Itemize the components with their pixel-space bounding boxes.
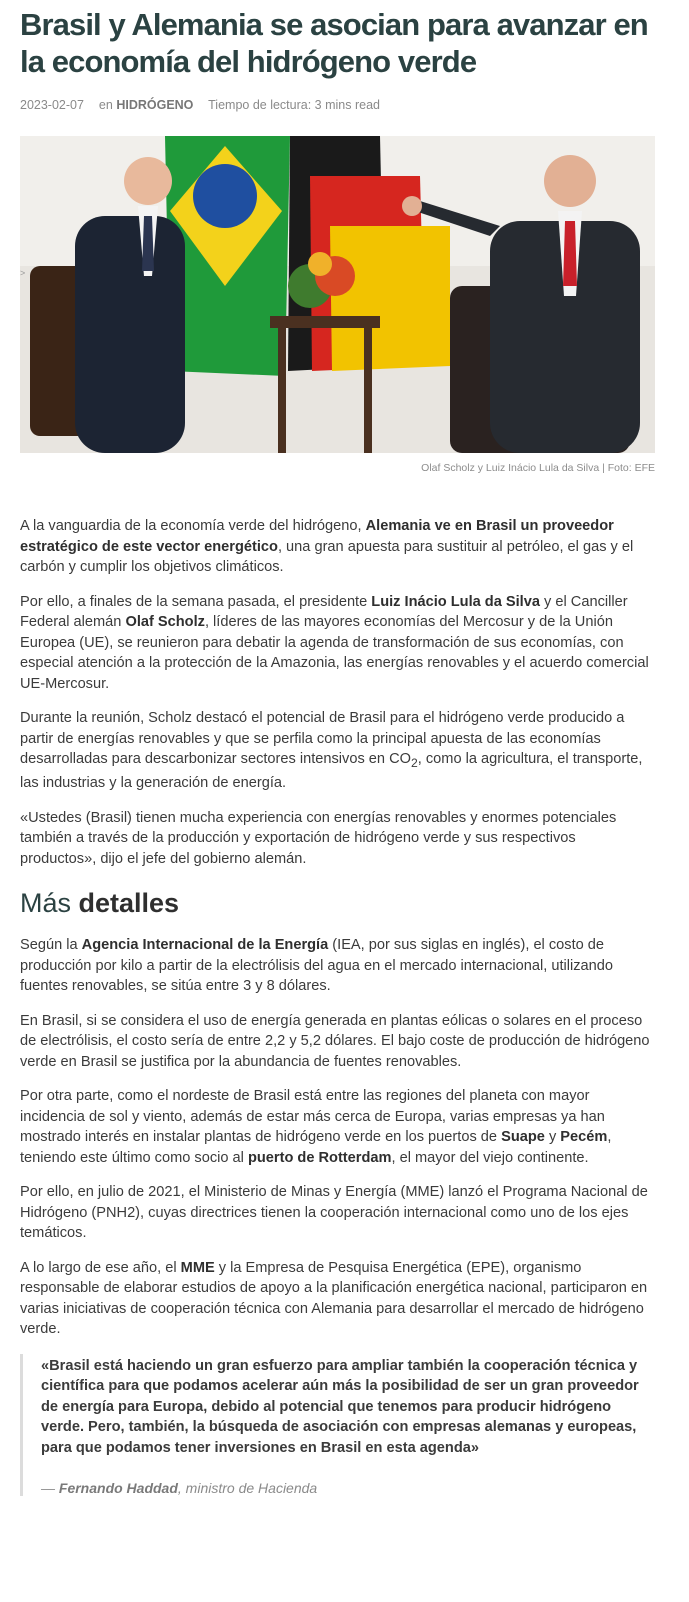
section-title: Más detalles bbox=[20, 888, 180, 919]
paragraph-1: A la vanguardia de la economía verde del hidrógeno, Alemania ve en Brasil un proveedor estratégico de este vector energético, una gran apuesta para sustituir al petróleo, el gas y el carbón y cumplir los objetivos climáticos. bbox=[20, 518, 634, 575]
photo-illustration bbox=[20, 136, 655, 453]
featured-figure bbox=[20, 136, 655, 474]
article-body bbox=[20, 516, 655, 1496]
paragraph-2: Por ello, a finales de la semana pasada, el presidente Luiz Inácio Lula da Silva y el Canciller Federal alemán Olaf Scholz, líderes de las mayores economías del Mercosur y de la Unión Europea (UE), se reunieron para debatir la agenda de transformación de sus economías, con especial atención a la protección de la Amazonia, las energías renovables y el acuerdo comercial UE-Mercosur. bbox=[20, 593, 649, 692]
image-caption: Olaf Scholz y Luiz Inácio Lula da Silva | Foto: EFE bbox=[421, 462, 655, 474]
featured-photo bbox=[20, 136, 655, 453]
article-meta bbox=[20, 98, 655, 114]
paragraph-9: A lo largo de ese año, el MME y la Empresa de Pesquisa Energética (EPE), organismo responsable de elaborar estudios de apoyo a la planificación energética nacional, participaron en varias iniciativas de cooperación técnica con Alemania para desarrollar el mercado de hidrógeno verde. bbox=[20, 1259, 648, 1338]
article-title: Brasil y Alemania se asocian para avanzar en la economía del hidrógeno verde bbox=[20, 7, 648, 79]
quote-text: «Brasil está haciendo un gran esfuerzo para ampliar también la cooperación técnica y científica para que podamos acelerar aún más la posibilidad de ser un gran proveedor de energía para Europa, debido al potencial que tenemos para producir hidrógeno verde. Pero, también, la búsqueda de asociación con empresas alemanas y europeas, para que podamos tener inversiones en Brasil en esta agenda» bbox=[41, 1357, 639, 1456]
publish-date: 2023-02-07 bbox=[20, 98, 84, 112]
paragraph-3: Durante la reunión, Scholz destacó el potencial de Brasil para el hidrógeno verde producido a partir de energías renovables y que se perfila como la principal apuesta de las economías desarrolladas para descarbonizar sectores intensivos en $CO_2$, como la agricultura, el transporte, las industrias y la generación de energía. bbox=[20, 710, 643, 792]
paragraph-4: «Ustedes (Brasil) tienen mucha experiencia con energías renovables y enormes potenciales también a través de la producción y exportación de hidrógeno verde y sus respectivos productos», dijo el jefe del gobierno alemán. bbox=[20, 809, 617, 867]
reading-time: Tiempo de lectura: 3 mins read bbox=[208, 98, 380, 112]
quote-author: Fernando Haddad bbox=[58, 1480, 178, 1497]
category-link[interactable]: HIDRÓGENO bbox=[116, 98, 194, 112]
category-prefix: en bbox=[98, 98, 113, 112]
blockquote bbox=[20, 1354, 655, 1497]
quote-citation: — Fernando Haddad, ministro de Hacienda bbox=[41, 1480, 318, 1497]
paragraph-6: En Brasil, si se considera el uso de energía generada en plantas eólicas o solares en el proceso de electrólisis, el costo sería de entre 2,2 y 5,2 dólares. El bajo coste de producción de hidrógeno verde en Brasil se justifica por la abundancia de fuentes renovables. bbox=[20, 1012, 650, 1070]
paragraph-8: Por ello, en julio de 2021, el Ministerio de Minas y Energía (MME) lanzó el Programa Nacional de Hidrógeno (PNH2), cuyas directrices tienen la cooperación internacional como uno de los ejes temáticos. bbox=[20, 1184, 648, 1242]
paragraph-7: Por otra parte, como el nordeste de Brasil está entre las regiones del planeta con mayor incidencia de sol y viento, además de estar más cerca de Europa, varias empresas ya han mostrado interés en instalar plantas de hidrógeno verde en los puertos de Suape y Pecém, teniendo este último como socio al puerto de Rotterdam, el mayor del viejo continente. bbox=[20, 1088, 612, 1166]
paragraph-5: Según la Agencia Internacional de la Energía (IEA, por sus siglas en inglés), el costo de producción por kilo a partir de la electrólisis del agua en el mercado internacional, utilizando fuentes renovables, se sitúa entre 3 y 8 dólares. bbox=[20, 937, 614, 995]
chevron-right-icon: > bbox=[20, 268, 26, 278]
